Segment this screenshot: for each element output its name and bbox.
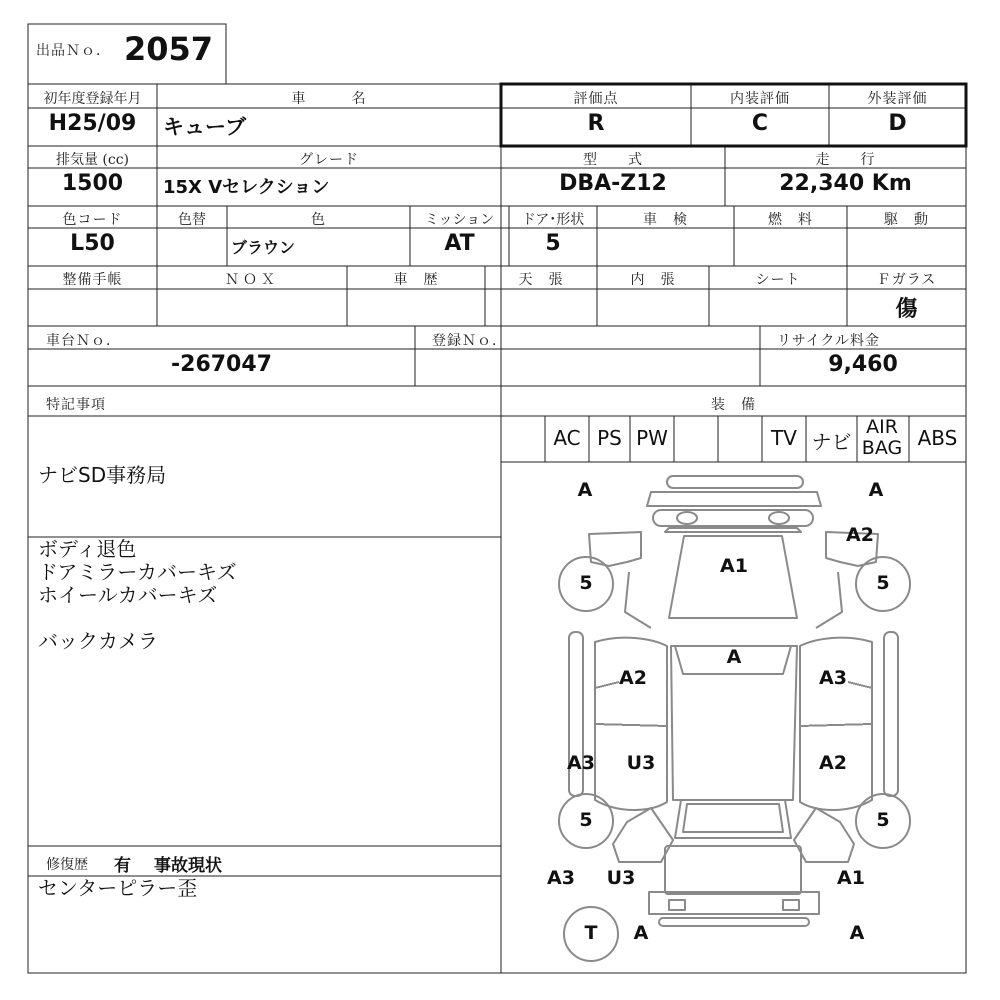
car-name-value: キューブ	[163, 115, 246, 139]
first-reg-label: 初年度登録年月	[43, 91, 142, 107]
door-shape-value: 5	[545, 231, 561, 256]
color-value: ブラウン	[231, 238, 296, 257]
seat-label: シート	[755, 272, 801, 288]
equipment-ac: AC	[553, 426, 581, 450]
damage-mark: A2	[819, 752, 847, 774]
tire-tread-mark: 5	[579, 572, 593, 594]
tire-tread-mark: 5	[876, 809, 890, 831]
service-book-label: 整備手帳	[62, 272, 123, 288]
remark-line: ホイールカバーキズ	[38, 583, 218, 607]
chassis-no-value: -267047	[171, 352, 272, 377]
color-code-label: 色コード	[62, 212, 123, 228]
equipment-airbag: AIR BAG	[861, 416, 903, 459]
displacement-label: 排気量 (cc)	[55, 152, 130, 168]
history-label: 車 歴	[393, 272, 439, 288]
interior-label: 内装評価	[730, 91, 790, 107]
equipment-abs: ABS	[917, 426, 958, 450]
equipment-navi: ナビ	[811, 430, 852, 454]
remark-line: ドアミラーカバーキズ	[38, 560, 237, 584]
roof-label: 天 張	[518, 272, 564, 288]
equipment-label: 装 備	[711, 397, 756, 413]
car-name-label: 車 名	[291, 91, 367, 107]
damage-mark: A	[633, 922, 649, 944]
windshield-label: Ｆガラス	[876, 272, 937, 288]
damage-mark: A3	[567, 752, 595, 774]
car-damage-diagram	[501, 462, 966, 973]
tire-tread-mark: 5	[876, 572, 890, 594]
first-reg-value: H25/09	[48, 111, 137, 136]
color-code-value: L50	[70, 231, 115, 256]
recycle-value: 9,460	[828, 352, 898, 377]
repair-history-label: 修復歴	[46, 857, 88, 873]
damage-mark: A3	[547, 867, 575, 889]
repair-history-status: 事故現状	[154, 856, 222, 876]
repair-history-value: 有	[114, 856, 131, 876]
exterior-label: 外装評価	[867, 91, 928, 107]
damage-mark: A	[726, 646, 742, 668]
repair-note: センターピラー歪	[38, 876, 198, 900]
repaint-label: 色替	[178, 212, 206, 228]
tire-tread-mark: 5	[579, 809, 593, 831]
reg-no-label: 登録Ｎｏ．	[432, 333, 507, 349]
mileage-label: 走 行	[815, 152, 876, 168]
damage-mark: A	[849, 922, 865, 944]
windshield-value: 傷	[895, 296, 918, 322]
drive-label: 駆 動	[884, 212, 929, 228]
equipment-tv: TV	[771, 426, 797, 450]
remarks-label: 特記事項	[46, 397, 106, 413]
damage-mark: U3	[606, 867, 636, 889]
spare-tire-mark: T	[584, 922, 598, 944]
lot-number: 2057	[124, 30, 214, 68]
mission-value: AT	[444, 231, 475, 256]
interior-trim-label: 内 張	[630, 272, 676, 288]
damage-mark: A	[868, 479, 884, 501]
door-shape-label: ドア･形状	[521, 212, 585, 228]
nox-label: ＮＯＸ	[225, 272, 279, 288]
fuel-label: 燃 料	[768, 212, 813, 228]
recycle-label: リサイクル料金	[777, 333, 881, 349]
remark-line: バックカメラ	[38, 629, 158, 653]
damage-mark: U3	[626, 752, 656, 774]
damage-mark: A1	[720, 555, 748, 577]
color-label: 色	[311, 212, 326, 228]
grade-label: グレード	[299, 152, 359, 168]
damage-mark: A	[577, 479, 593, 501]
model-label: 型 式	[583, 152, 643, 168]
interior-value: C	[751, 111, 769, 136]
damage-mark: A3	[819, 667, 847, 689]
score-label: 評価点	[573, 91, 619, 107]
damage-mark: A2	[619, 667, 647, 689]
score-value: R	[587, 111, 605, 136]
inspection-label: 車 検	[643, 212, 688, 228]
remark-navi-sd: ナビSD事務局	[38, 463, 167, 487]
equipment-ps: PS	[597, 426, 622, 450]
mileage-value: 22,340 Km	[779, 171, 912, 196]
model-value: DBA-Z12	[559, 171, 667, 196]
chassis-no-label: 車台Ｎｏ．	[46, 333, 121, 349]
equipment-pw: PW	[636, 426, 668, 450]
remark-line: ボディ退色	[38, 537, 137, 561]
lot-label: 出品Ｎｏ．	[36, 43, 111, 59]
exterior-value: D	[888, 111, 907, 136]
damage-mark: A1	[837, 867, 865, 889]
damage-mark: A2	[846, 524, 874, 546]
displacement-value: 1500	[61, 171, 124, 196]
mission-label: ミッション	[424, 212, 495, 228]
grade-value: 15X Vセレクション	[163, 177, 330, 198]
